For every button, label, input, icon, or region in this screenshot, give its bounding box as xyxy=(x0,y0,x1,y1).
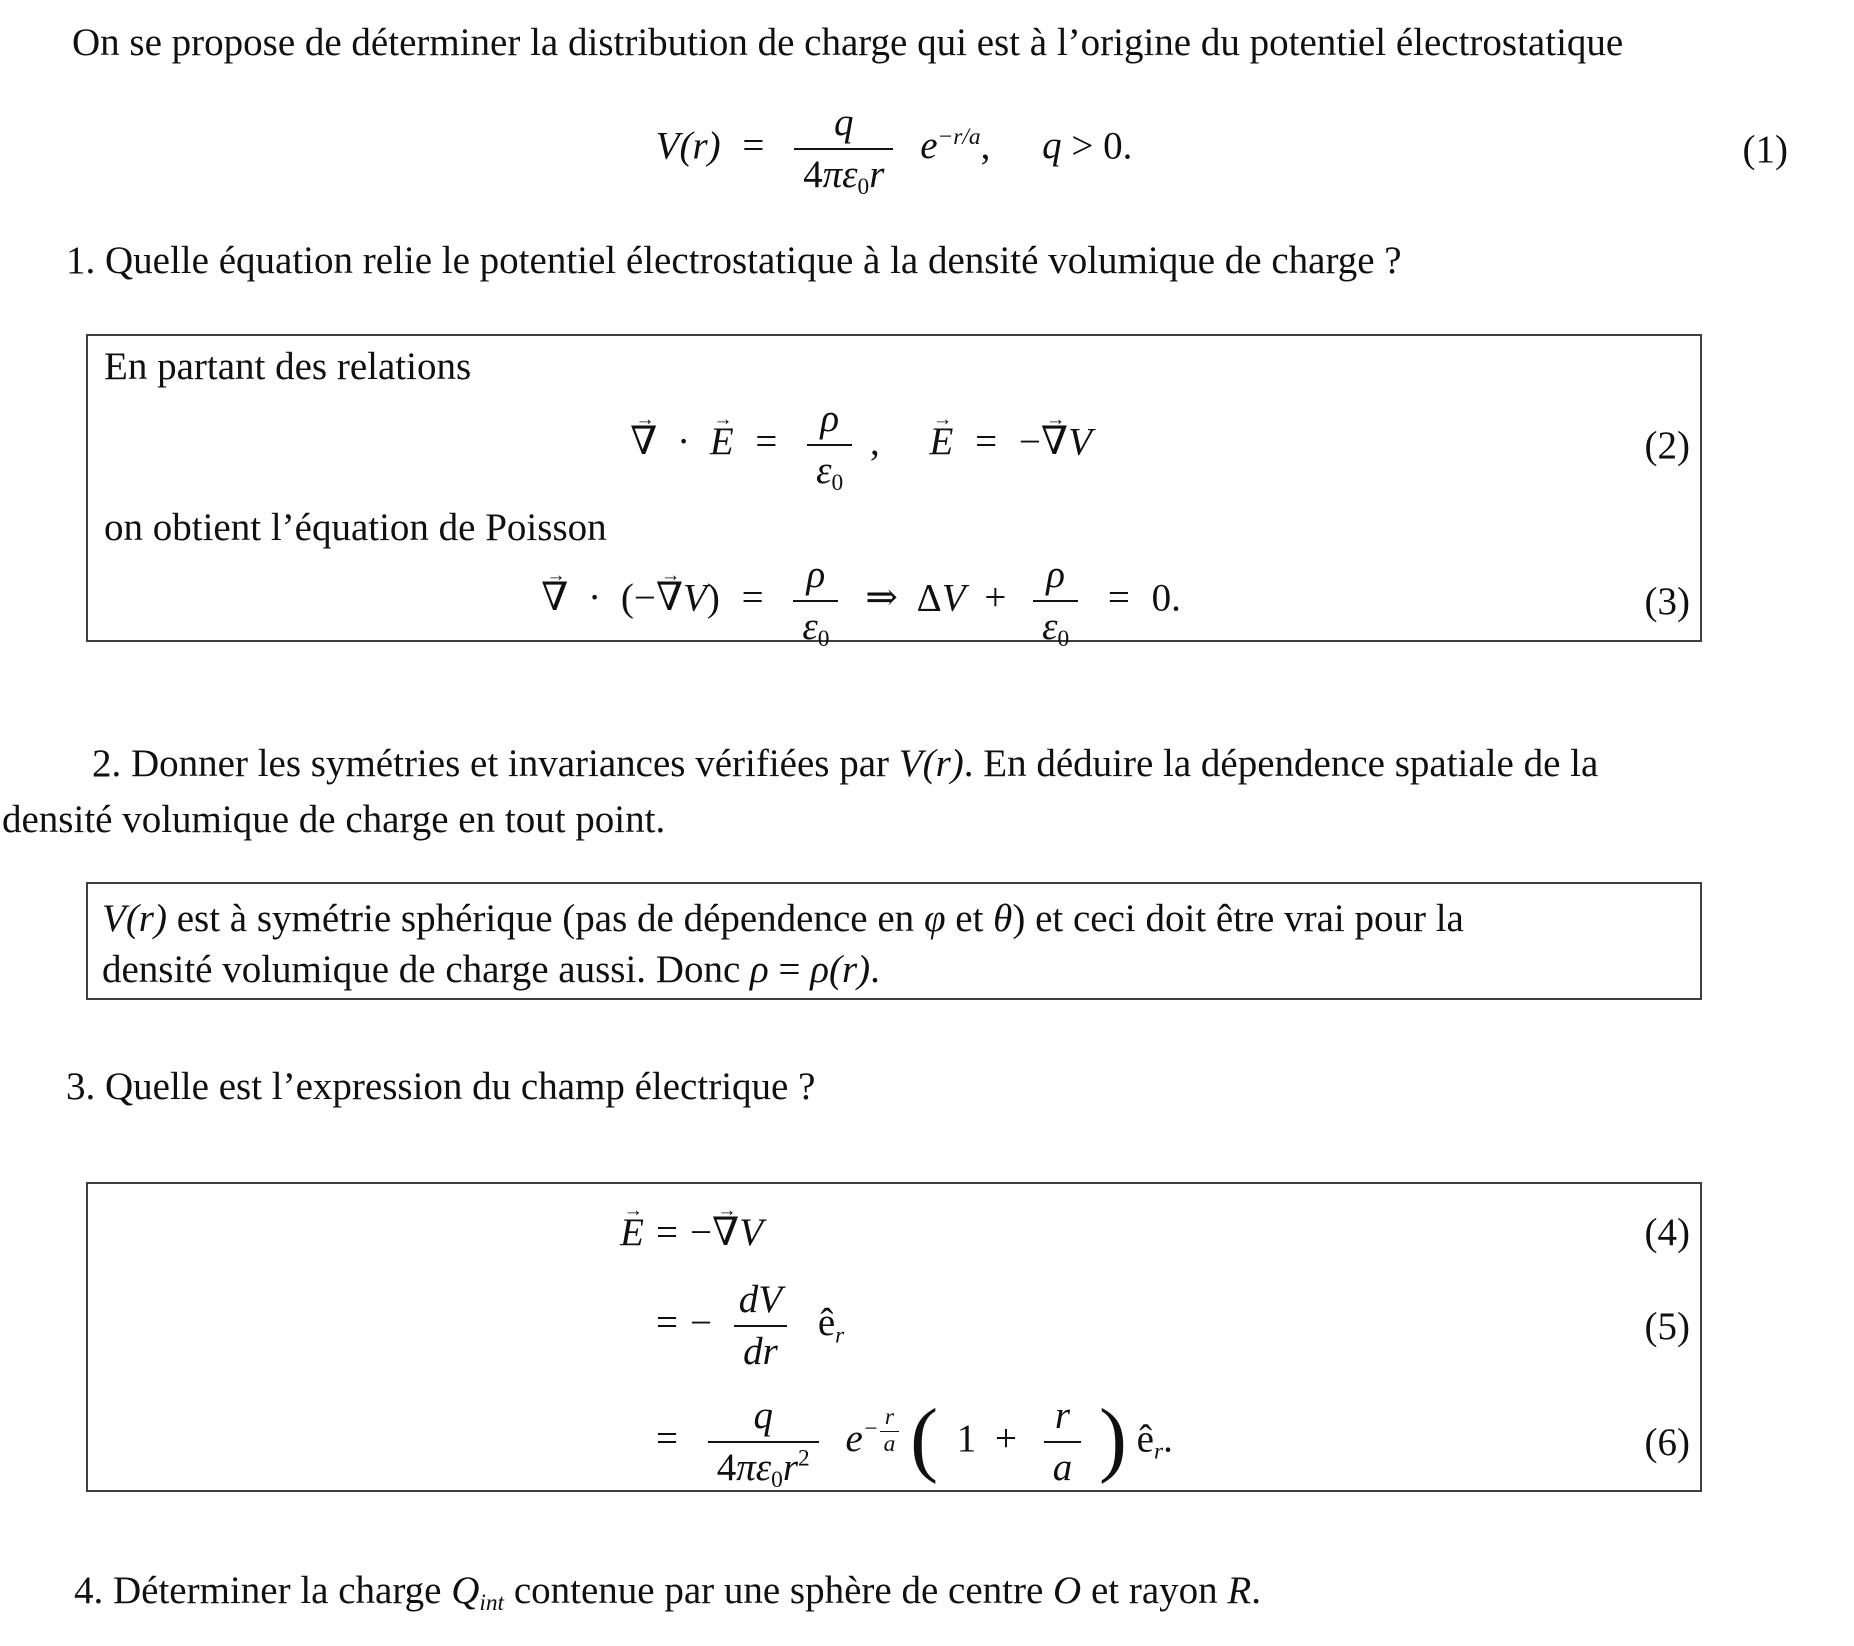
answer-box-3 xyxy=(86,1182,1702,1492)
eq3-equals: = xyxy=(741,575,764,619)
q4-text-c: et rayon xyxy=(1081,1569,1228,1612)
intro-paragraph: On se propose de déterminer la distribution de charge qui est à l’origine du potentiel électrostatique xyxy=(72,21,1624,64)
eq5-body xyxy=(644,1277,845,1373)
eq2-minus: − xyxy=(1018,419,1041,463)
eq1-condition-q: q xyxy=(1042,123,1062,167)
eq6-exp-den-a: a xyxy=(880,1431,900,1456)
eq4-V: V xyxy=(739,1210,764,1254)
eq6-frac2-num-r: r xyxy=(1054,1393,1071,1437)
eq5-minus: − xyxy=(690,1300,712,1344)
q4-Q-sub-int: int xyxy=(479,1590,505,1617)
eq6-den-r: r xyxy=(782,1445,799,1489)
eq6-frac2-den-a: a xyxy=(1044,1441,1082,1489)
eq3-frac1-den xyxy=(793,600,838,652)
eq3-equals-2: = xyxy=(1107,575,1130,619)
eq3-V2: V xyxy=(941,575,966,619)
eq6-exponent xyxy=(862,1404,901,1457)
eq1-frac-num: q xyxy=(834,100,854,144)
eq3-frac2-den xyxy=(1033,600,1078,652)
eq5-equals: = xyxy=(656,1300,678,1344)
eq3-frac2-num-rho: ρ xyxy=(1046,552,1065,596)
eq2-dot-operator: · xyxy=(677,419,691,463)
eq6-ehat: ê xyxy=(1136,1416,1154,1460)
eq1-den-coef: 4 xyxy=(803,152,823,196)
eq2-E-vector-2: E → xyxy=(930,422,954,461)
eq1-lhs: V(r) xyxy=(655,123,721,167)
eq3-implies-arrow: ⇒ xyxy=(865,575,898,619)
q4-O: O xyxy=(1053,1569,1082,1612)
eq6-equals: = xyxy=(656,1416,678,1460)
eq2-frac-num-rho: ρ xyxy=(820,396,840,440)
eq3-nabla-vector-2: ∇ → xyxy=(656,578,683,617)
eq6-exp-base: e xyxy=(845,1416,863,1460)
question-2-line1 xyxy=(2,736,1812,792)
eq6-tag: (6) xyxy=(1644,1420,1690,1464)
box1-line2: on obtient l’équation de Poisson xyxy=(104,506,607,549)
answer-box-1 xyxy=(86,334,1702,652)
eq1-fraction xyxy=(794,100,893,200)
eq3-plus: + xyxy=(984,575,1007,619)
eq6-one: 1 xyxy=(956,1416,977,1460)
eq2-den-epsilon: ε xyxy=(816,448,832,492)
eq1-frac-den xyxy=(794,148,893,200)
eq3-delta: Δ xyxy=(916,575,942,619)
eq6-exp-minus: − xyxy=(862,1416,879,1443)
box1-line1: En partant des relations xyxy=(104,345,472,388)
eq2-nabla-vector-2: ∇ → xyxy=(1041,422,1068,461)
eq3-frac1-epsilon: ε xyxy=(802,604,818,648)
question-3: 3. Quelle est l’expression du champ électrique ? xyxy=(66,1065,816,1108)
eq6-den-squared: 2 xyxy=(798,1445,810,1471)
eq4-equals: = xyxy=(656,1210,678,1254)
box2-rho-r: ρ(r) xyxy=(810,948,871,991)
box2-text-2: et xyxy=(945,897,994,940)
box2-text-1: est à symétrie sphérique (pas de dépendence en xyxy=(166,897,924,940)
box2-rho: ρ xyxy=(750,948,769,991)
eq4-lhs xyxy=(88,1210,644,1255)
eq6-den-subzero: 0 xyxy=(771,1466,783,1493)
eq4-nabla-vector: ∇ → xyxy=(712,1213,739,1252)
q4-Q: Q xyxy=(451,1569,480,1612)
eq4-minus: − xyxy=(690,1210,712,1254)
q4-period: . xyxy=(1251,1569,1261,1612)
eq1-content xyxy=(72,100,1716,200)
eq6-den-pi-epsilon: πε xyxy=(736,1445,772,1489)
eq2-den-subzero: 0 xyxy=(831,469,844,496)
eq2-V: V xyxy=(1068,419,1092,463)
eq3-open-paren-minus: (− xyxy=(620,575,656,619)
eq3-V: V xyxy=(683,575,707,619)
eq1-comma: , xyxy=(980,123,991,167)
equation-6 xyxy=(88,1386,1690,1498)
q4-text-b: contenue par une sphère de centre xyxy=(504,1569,1054,1612)
eq1-den-r: r xyxy=(869,152,885,196)
box2-theta: θ xyxy=(993,897,1013,940)
eq5-fraction xyxy=(730,1277,791,1373)
eq1-condition-rest: > 0. xyxy=(1061,123,1133,167)
eq6-close-paren: ) xyxy=(1098,1391,1127,1485)
eq6-den-coef: 4 xyxy=(716,1445,737,1489)
q4-R: R xyxy=(1227,1569,1252,1612)
eq6-plus: + xyxy=(994,1416,1017,1460)
eq4-tag: (4) xyxy=(1644,1210,1690,1254)
equation-3 xyxy=(104,550,1690,652)
eq3-dot-operator: · xyxy=(588,575,602,619)
eq5-ehat: ê xyxy=(817,1300,836,1344)
eq2-comma: , xyxy=(870,419,880,463)
box2-Vr: V(r) xyxy=(102,897,167,940)
eq2-nabla-vector: ∇ → xyxy=(630,422,657,461)
eq1-den-pi-epsilon: πε xyxy=(822,152,858,196)
eq1-exponent: −r/a xyxy=(937,123,981,150)
eq6-period: . xyxy=(1163,1416,1173,1460)
eq2-fraction xyxy=(807,396,852,496)
q4-text-a: 4. Déterminer la charge xyxy=(74,1569,452,1612)
eq3-fraction-2 xyxy=(1033,552,1078,652)
eq1-tag: (1) xyxy=(1742,127,1788,171)
box2-phi: φ xyxy=(923,897,946,940)
eq5-frac-num-dV: dV xyxy=(738,1277,783,1321)
question-2 xyxy=(2,736,1812,848)
equation-4 xyxy=(88,1200,1690,1264)
equation-1 xyxy=(72,82,1788,216)
eq2-E-vector: E → xyxy=(710,422,734,461)
eq5-ehat-sub-r: r xyxy=(835,1321,845,1348)
eq3-close-paren: ) xyxy=(706,575,720,619)
eq2-content xyxy=(104,396,1618,496)
eq1-exp-base: e xyxy=(920,123,938,167)
eq2-frac-den xyxy=(807,444,852,496)
eq4-E-vector: E → xyxy=(620,1213,644,1252)
eq3-frac1-subzero: 0 xyxy=(817,625,830,652)
eq6-frac-den xyxy=(708,1441,819,1493)
box2-line1 xyxy=(102,893,1686,944)
eq6-exp-num-r: r xyxy=(884,1404,895,1431)
box2-text-3: ) et ceci doit être vrai pour la xyxy=(1012,897,1464,940)
eq3-zero: 0. xyxy=(1151,575,1181,619)
box2-period: . xyxy=(870,948,880,991)
eq3-frac2-subzero: 0 xyxy=(1057,625,1070,652)
eq2-equals: = xyxy=(755,419,778,463)
eq6-body xyxy=(644,1391,1173,1493)
eq5-frac-den-dr: dr xyxy=(734,1325,787,1373)
eq5-tag: (5) xyxy=(1644,1304,1690,1348)
box2-line2 xyxy=(102,944,1686,995)
question-1: 1. Quelle équation relie le potentiel électrostatique à la densité volumique de charge ? xyxy=(66,239,1402,282)
equation-2 xyxy=(104,395,1690,495)
answer-box-2 xyxy=(86,882,1702,1000)
eq3-nabla-vector: ∇ → xyxy=(541,578,568,617)
eq2-equals-2: = xyxy=(975,419,998,463)
question-2-line2: densité volumique de charge en tout point. xyxy=(2,798,666,841)
eq6-fraction xyxy=(708,1393,819,1493)
eq6-exp-fraction xyxy=(880,1406,900,1456)
eq3-fraction-1 xyxy=(793,552,838,652)
q2-text-a: 2. Donner les symétries et invariances vérifiées par xyxy=(92,742,899,785)
eq3-tag: (3) xyxy=(1644,579,1690,623)
eq1-den-subzero: 0 xyxy=(857,173,870,200)
eq3-frac2-epsilon: ε xyxy=(1042,604,1058,648)
eq6-open-paren: ( xyxy=(910,1391,938,1485)
question-4 xyxy=(74,1568,1674,1617)
box2-equals: = xyxy=(768,948,811,991)
equation-5 xyxy=(88,1274,1690,1378)
eq3-content xyxy=(104,552,1618,652)
q2-Vr: V(r) xyxy=(898,742,964,785)
eq3-frac1-num-rho: ρ xyxy=(806,552,826,596)
eq1-equals: = xyxy=(742,123,765,167)
eq6-ehat-sub-r: r xyxy=(1153,1437,1164,1464)
eq6-fraction-2 xyxy=(1044,1393,1082,1489)
eq4-body xyxy=(644,1210,763,1255)
q2-text-c: . En déduire la dépendence spatiale de la xyxy=(963,742,1599,785)
eq6-frac-num-q: q xyxy=(753,1393,773,1437)
eq2-tag: (2) xyxy=(1644,423,1690,467)
box2-text-4: densité volumique de charge aussi. Donc xyxy=(102,948,751,991)
